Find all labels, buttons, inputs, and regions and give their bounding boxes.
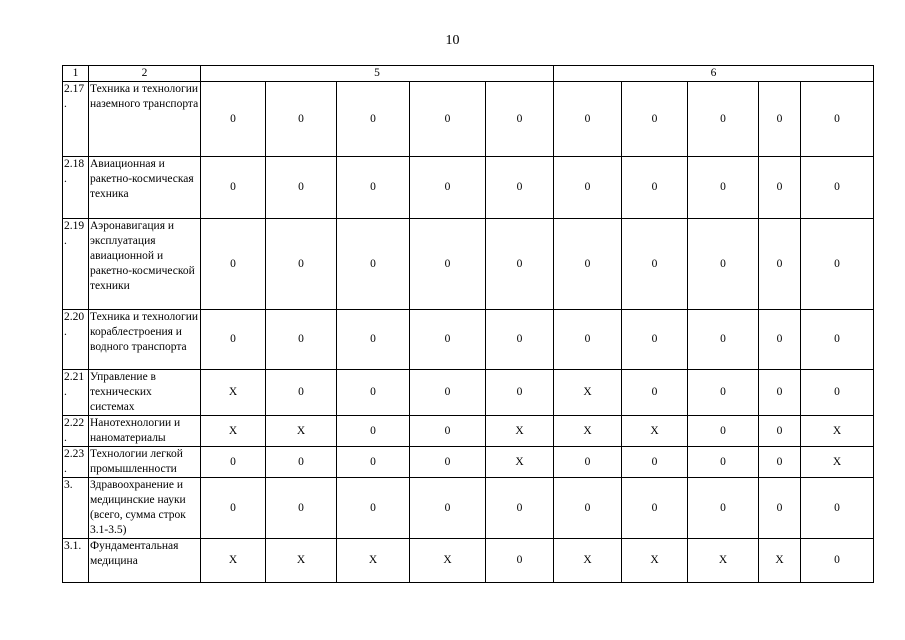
row-number: 2.20 . [63, 310, 89, 370]
value-cell: 0 [337, 82, 410, 157]
row-number: 2.18 . [63, 157, 89, 219]
value-cell: 0 [801, 219, 874, 310]
value-cell: 0 [337, 447, 410, 478]
value-cell: 0 [266, 219, 337, 310]
table-row [63, 219, 874, 310]
header-cell-6: 6 [554, 66, 874, 82]
value-cell: 0 [688, 157, 759, 219]
value-cell: X [337, 539, 410, 583]
value-cell: X [622, 539, 688, 583]
value-cell: X [266, 416, 337, 447]
value-cell: 0 [801, 157, 874, 219]
value-cell: X [554, 416, 622, 447]
value-cell: X [554, 370, 622, 416]
header-cell-2: 2 [89, 66, 201, 82]
value-cell: 0 [688, 219, 759, 310]
value-cell: 0 [410, 157, 486, 219]
value-cell: 0 [266, 310, 337, 370]
value-cell: 0 [688, 478, 759, 539]
row-name: Нанотехнологии и наноматериалы [89, 416, 201, 447]
value-cell: X [266, 539, 337, 583]
value-cell: 0 [337, 416, 410, 447]
value-cell: 0 [201, 157, 266, 219]
row-number: 2.23 . [63, 447, 89, 478]
value-cell: 0 [801, 82, 874, 157]
value-cell: 0 [801, 478, 874, 539]
value-cell: 0 [486, 539, 554, 583]
value-cell: 0 [759, 478, 801, 539]
value-cell: 0 [201, 310, 266, 370]
value-cell: 0 [201, 447, 266, 478]
value-cell: 0 [201, 478, 266, 539]
table-row [63, 82, 874, 157]
value-cell: X [759, 539, 801, 583]
row-name: Техника и технологии наземного транспорта [89, 82, 201, 157]
value-cell: 0 [410, 219, 486, 310]
row-name: Техника и технологии кораблестроения и водного транспорта [89, 310, 201, 370]
value-cell: 0 [759, 219, 801, 310]
header-cell-1: 1 [63, 66, 89, 82]
value-cell: 0 [410, 416, 486, 447]
value-cell: 0 [801, 539, 874, 583]
value-cell: 0 [486, 219, 554, 310]
page-number: 10 [445, 33, 460, 48]
table-row [63, 539, 874, 583]
row-name: Фундаментальная медицина [89, 539, 201, 583]
header-cell-5: 5 [201, 66, 554, 82]
value-cell: 0 [486, 82, 554, 157]
row-number: 2.19 . [63, 219, 89, 310]
value-cell: X [486, 447, 554, 478]
value-cell: 0 [486, 310, 554, 370]
value-cell: 0 [337, 310, 410, 370]
value-cell: X [201, 370, 266, 416]
row-number: 2.22 . [63, 416, 89, 447]
value-cell: 0 [266, 447, 337, 478]
value-cell: 0 [337, 478, 410, 539]
value-cell: 0 [337, 219, 410, 310]
value-cell: 0 [759, 416, 801, 447]
row-name: Технологии легкой промышленности [89, 447, 201, 478]
value-cell: 0 [688, 310, 759, 370]
value-cell: 0 [622, 219, 688, 310]
value-cell: 0 [410, 82, 486, 157]
value-cell: 0 [622, 82, 688, 157]
value-cell: 0 [688, 447, 759, 478]
row-number: 3.1. [63, 539, 89, 583]
header-row [63, 66, 874, 82]
value-cell: 0 [801, 370, 874, 416]
value-cell: 0 [759, 310, 801, 370]
row-number: 3. [63, 478, 89, 539]
value-cell: 0 [759, 370, 801, 416]
row-name: Авиационная и ракетно-космическая техника [89, 157, 201, 219]
value-cell: 0 [266, 370, 337, 416]
value-cell: 0 [554, 447, 622, 478]
value-cell: X [801, 416, 874, 447]
value-cell: 0 [759, 447, 801, 478]
value-cell: 0 [622, 370, 688, 416]
value-cell: 0 [554, 157, 622, 219]
value-cell: X [688, 539, 759, 583]
value-cell: 0 [486, 478, 554, 539]
value-cell: 0 [201, 219, 266, 310]
table-row [63, 416, 874, 447]
data-table [62, 65, 874, 583]
value-cell: X [622, 416, 688, 447]
row-name: Здравоохранение и медицинские науки (всего, сумма строк 3.1-3.5) [89, 478, 201, 539]
value-cell: 0 [410, 447, 486, 478]
value-cell: 0 [622, 310, 688, 370]
value-cell: 0 [622, 478, 688, 539]
value-cell: 0 [554, 310, 622, 370]
value-cell: 0 [266, 82, 337, 157]
value-cell: 0 [554, 478, 622, 539]
value-cell: 0 [266, 478, 337, 539]
table-row [63, 310, 874, 370]
table-row [63, 447, 874, 478]
row-number: 2.17 . [63, 82, 89, 157]
value-cell: 0 [554, 82, 622, 157]
value-cell: 0 [688, 416, 759, 447]
value-cell: 0 [759, 157, 801, 219]
value-cell: X [201, 539, 266, 583]
table-row [63, 370, 874, 416]
value-cell: 0 [410, 310, 486, 370]
value-cell: 0 [688, 370, 759, 416]
value-cell: X [486, 416, 554, 447]
value-cell: 0 [622, 157, 688, 219]
row-number: 2.21 . [63, 370, 89, 416]
value-cell: 0 [486, 370, 554, 416]
value-cell: 0 [622, 447, 688, 478]
value-cell: 0 [266, 157, 337, 219]
table-row [63, 478, 874, 539]
value-cell: X [554, 539, 622, 583]
value-cell: 0 [801, 310, 874, 370]
value-cell: 0 [554, 219, 622, 310]
value-cell: X [801, 447, 874, 478]
value-cell: 0 [688, 82, 759, 157]
value-cell: 0 [337, 157, 410, 219]
table-row [63, 157, 874, 219]
value-cell: X [201, 416, 266, 447]
value-cell: 0 [486, 157, 554, 219]
value-cell: 0 [410, 370, 486, 416]
value-cell: 0 [759, 82, 801, 157]
value-cell: X [410, 539, 486, 583]
value-cell: 0 [201, 82, 266, 157]
value-cell: 0 [337, 370, 410, 416]
row-name: Управление в технических системах [89, 370, 201, 416]
row-name: Аэронавигация и эксплуатация авиационной и ракетно-космической техники [89, 219, 201, 310]
value-cell: 0 [410, 478, 486, 539]
